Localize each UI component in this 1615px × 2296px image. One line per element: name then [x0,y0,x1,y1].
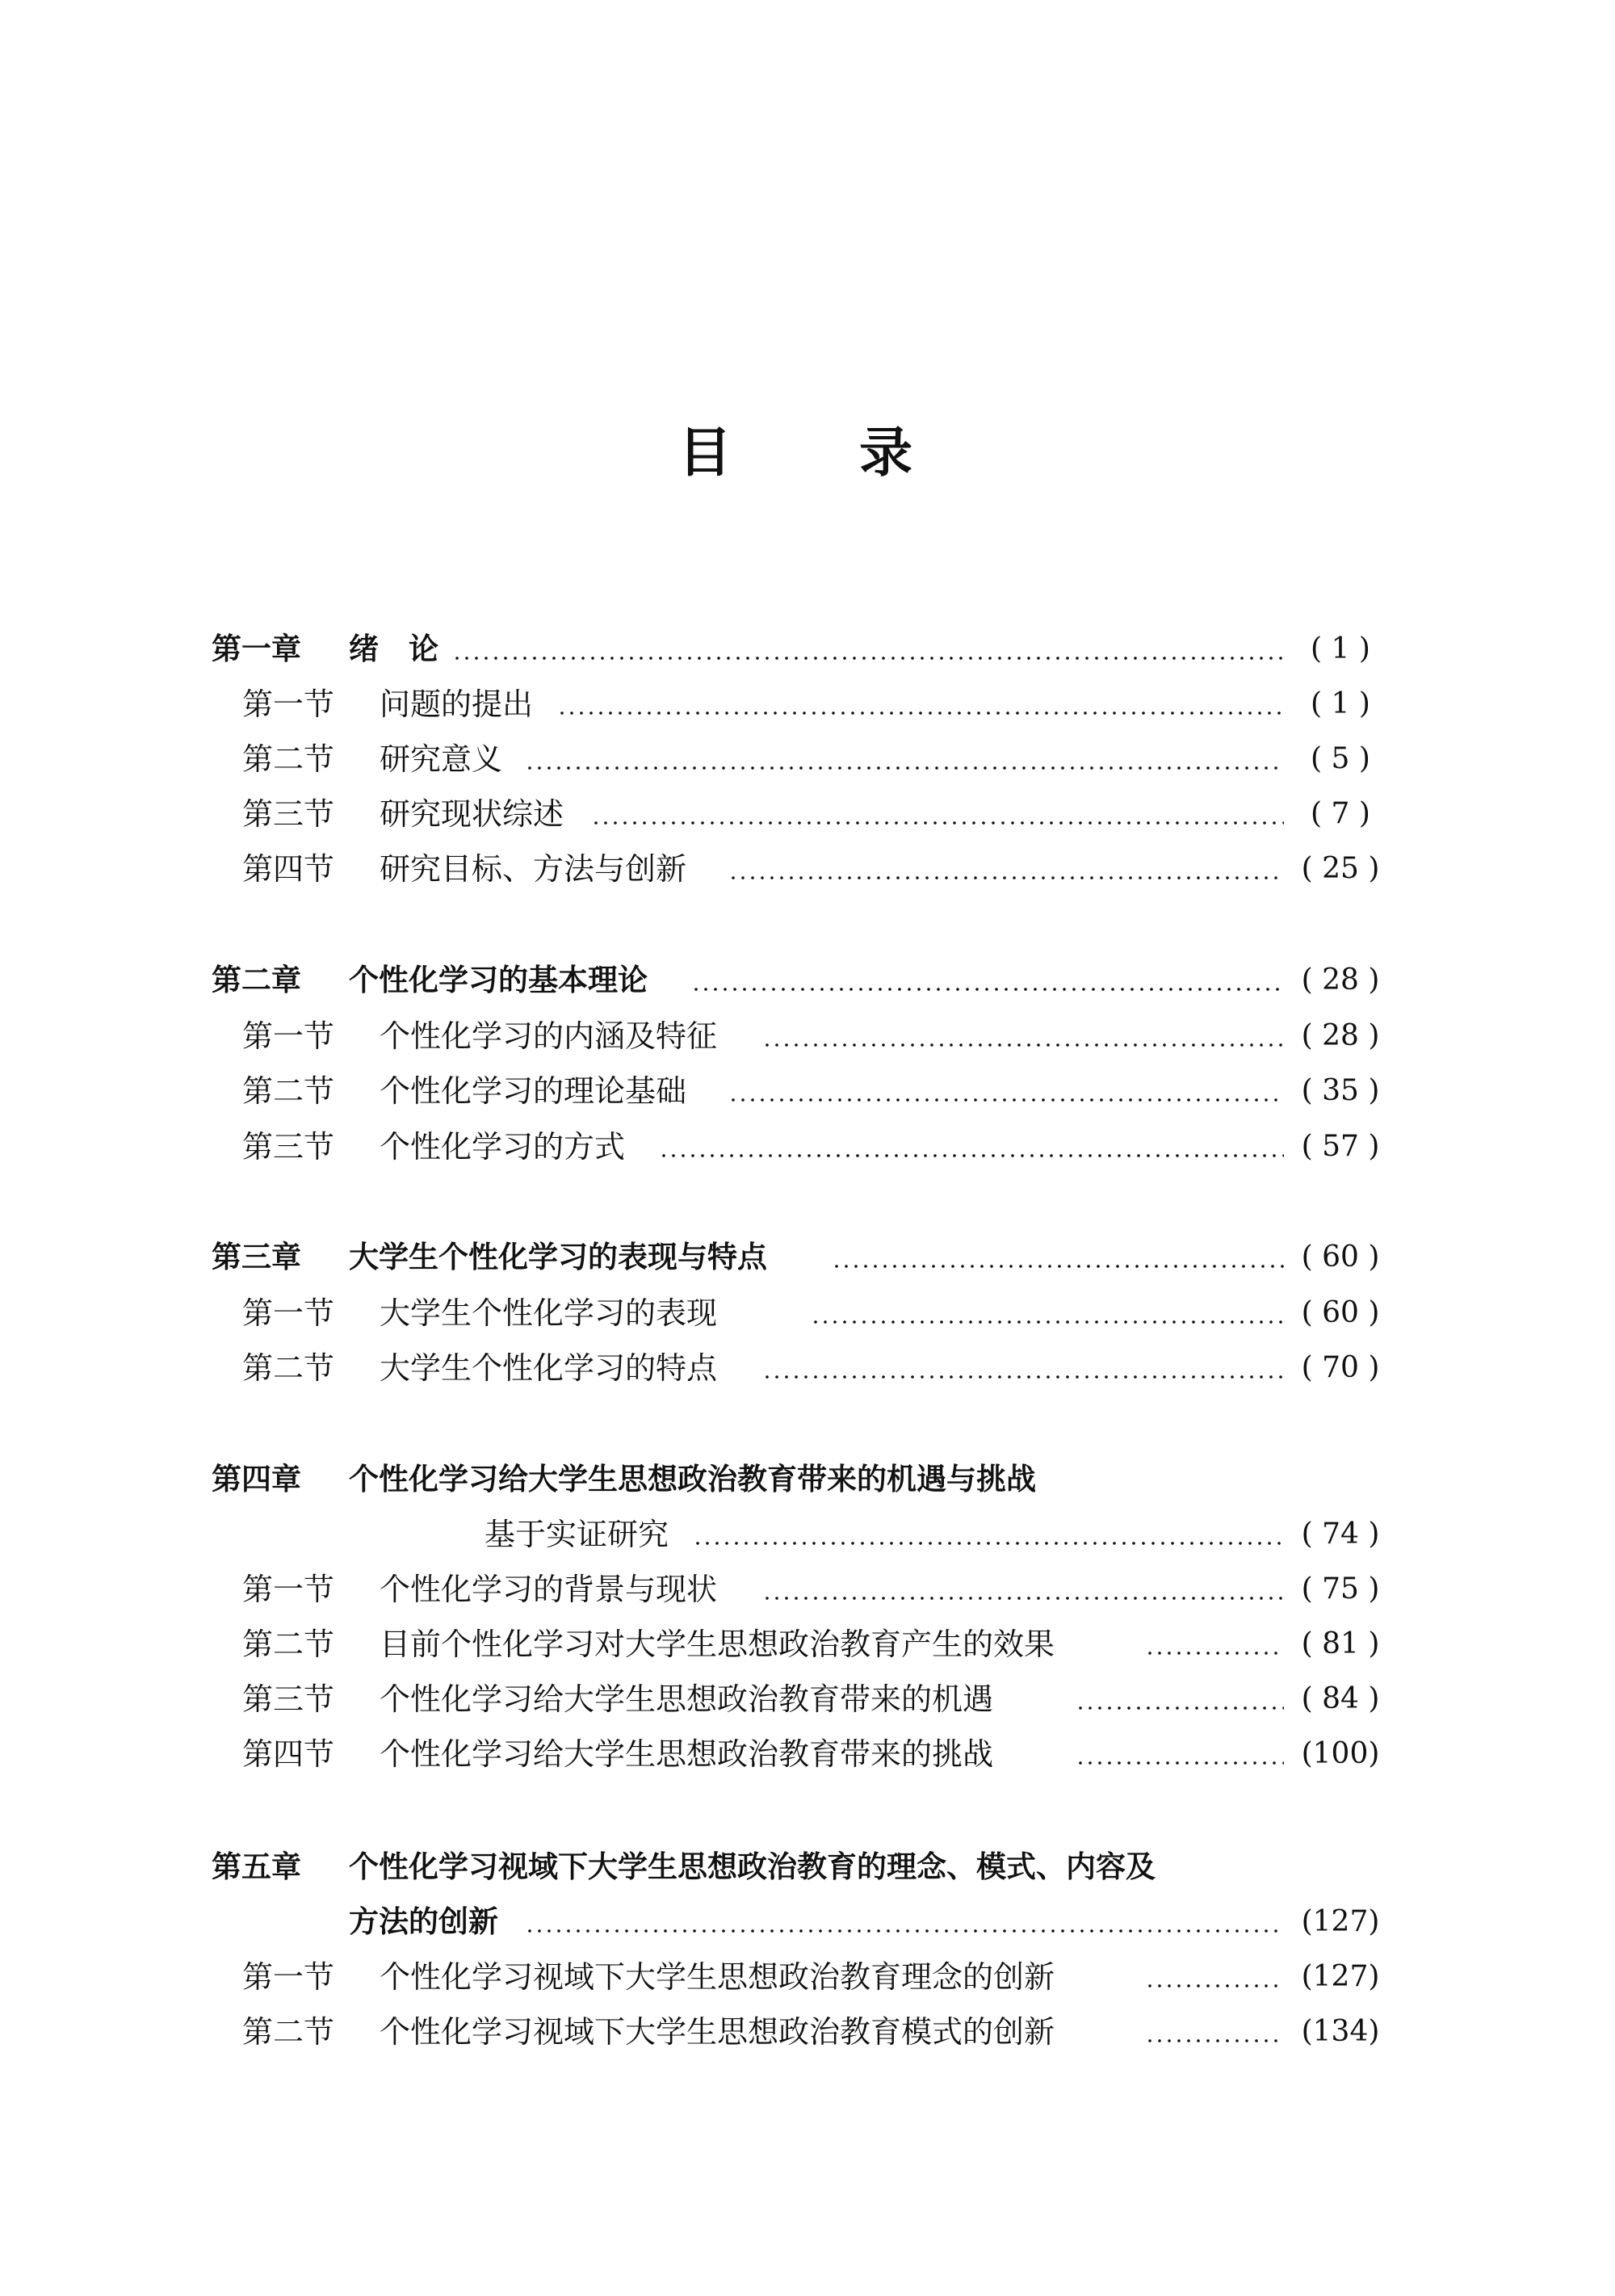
toc-chapter-3[interactable] [0,1233,1615,1282]
chapter-label: 第四章 [212,1462,301,1496]
section-label: 第二节 [242,2014,335,2050]
leader-dots [811,1320,1284,1324]
section-title: 个性化学习的背景与现状 [380,1572,718,1607]
section-title: 研究现状综述 [380,796,564,832]
section-label: 第一节 [242,1959,335,1995]
leader-dots [728,876,1284,879]
toc-section[interactable] [0,1012,1615,1060]
title-char-2: 录 [859,422,912,484]
leader-dots [691,988,1284,991]
toc-section[interactable] [0,2008,1615,2056]
page-number: ( 57 ) [1301,1130,1380,1163]
chapter-title: 绪 论 [349,632,438,666]
section-title: 大学生个性化学习的表现 [380,1295,718,1331]
section-title: 个性化学习给大学生思想政治教育带来的机遇 [380,1681,994,1717]
page-number: ( 5 ) [1311,742,1370,775]
leader-dots [693,1542,1284,1545]
chapter-label: 第三章 [212,1240,301,1274]
page-number: (100) [1301,1737,1380,1770]
section-title: 问题的提出 [380,686,534,722]
page-number: ( 7 ) [1311,797,1370,830]
page-number: ( 75 ) [1301,1572,1380,1606]
chapter-title: 个性化学习的基本理论 [349,963,648,997]
page-number: ( 70 ) [1301,1351,1380,1384]
page-number: ( 28 ) [1301,963,1380,997]
page-number: ( 28 ) [1301,1019,1380,1052]
chapter-title-continued: 方法的创新 [349,1904,498,1939]
section-label: 第一节 [242,1295,335,1331]
page-number: ( 81 ) [1301,1627,1380,1660]
toc-section[interactable] [0,1289,1615,1337]
chapter-subtitle: 基于实证研究 [484,1517,669,1552]
chapter-title: 个性化学习给大学生思想政治教育带来的机遇与挑战 [349,1462,1036,1496]
page-number: ( 1 ) [1311,687,1370,720]
leader-dots [1145,1652,1284,1655]
page-number: (134) [1301,2015,1380,2048]
section-label: 第四节 [242,851,335,887]
section-title: 个性化学习视域下大学生思想政治教育模式的创新 [380,2014,1055,2050]
toc-section[interactable] [0,1123,1615,1171]
toc-section[interactable] [0,1953,1615,2001]
leader-dots [525,766,1284,770]
toc-section[interactable] [0,1344,1615,1392]
page-number: ( 60 ) [1301,1296,1380,1329]
leader-dots [728,1098,1284,1102]
section-title: 大学生个性化学习的特点 [380,1350,718,1386]
section-label: 第二节 [242,1073,335,1109]
section-label: 第一节 [242,1572,335,1607]
toc-chapter-5[interactable] [0,1843,1615,1891]
section-label: 第一节 [242,686,335,722]
leader-dots [452,657,1284,660]
toc-chapter-2[interactable] [0,956,1615,1005]
page-number: (127) [1301,1960,1380,1993]
page-title [0,417,1615,489]
section-title: 个性化学习给大学生思想政治教育带来的挑战 [380,1736,994,1772]
section-label: 第二节 [242,1627,335,1662]
section-title: 个性化学习的内涵及特征 [380,1018,718,1054]
section-title: 个性化学习视域下大学生思想政治教育理念的创新 [380,1959,1055,1995]
leader-dots [1076,1761,1284,1765]
leader-dots [1145,2039,1284,2042]
section-label: 第三节 [242,1129,335,1165]
toc-section[interactable] [0,1675,1615,1723]
page-number: ( 74 ) [1301,1517,1380,1551]
section-title: 个性化学习的方式 [380,1129,626,1165]
section-title: 个性化学习的理论基础 [380,1073,687,1109]
chapter-title: 个性化学习视域下大学生思想政治教育的理念、模式、内容及 [349,1849,1156,1884]
leader-dots [557,711,1284,715]
section-title: 目前个性化学习对大学生思想政治教育产生的效果 [380,1627,1055,1662]
leader-dots [1145,1984,1284,1987]
page-number: (127) [1301,1905,1380,1938]
title-char-1: 目 [678,422,732,484]
toc-section[interactable] [0,1620,1615,1668]
leader-dots [659,1154,1284,1157]
toc-section[interactable] [0,1565,1615,1614]
page-number: ( 84 ) [1301,1682,1380,1715]
section-label: 第三节 [242,796,335,832]
toc-chapter-4-subtitle[interactable] [0,1510,1615,1559]
section-label: 第一节 [242,1018,335,1054]
toc-chapter-1[interactable] [0,625,1615,674]
leader-dots [762,1597,1284,1600]
leader-dots [762,1043,1284,1047]
toc-section[interactable] [0,845,1615,893]
toc-section[interactable] [0,790,1615,838]
toc-section[interactable] [0,680,1615,728]
leader-dots [591,821,1284,825]
section-title: 研究目标、方法与创新 [380,851,687,887]
page-number: ( 60 ) [1301,1240,1380,1274]
leader-dots [525,1929,1284,1933]
page-number: ( 25 ) [1301,852,1380,885]
chapter-label: 第五章 [212,1849,301,1884]
section-label: 第四节 [242,1736,335,1772]
chapter-label: 第一章 [212,632,301,666]
page-number: ( 1 ) [1311,632,1370,665]
section-label: 第二节 [242,741,335,777]
leader-dots [762,1375,1284,1379]
chapter-title: 大学生个性化学习的表现与特点 [349,1240,767,1274]
toc-section[interactable] [0,735,1615,783]
page-number: ( 35 ) [1301,1074,1380,1107]
toc-chapter-5-continued[interactable] [0,1898,1615,1946]
toc-section[interactable] [0,1067,1615,1115]
section-label: 第二节 [242,1350,335,1386]
section-title: 研究意义 [380,741,503,777]
toc-chapter-4[interactable] [0,1455,1615,1504]
toc-section[interactable] [0,1730,1615,1778]
leader-dots [832,1265,1284,1268]
leader-dots [1076,1706,1284,1710]
section-label: 第三节 [242,1681,335,1717]
chapter-label: 第二章 [212,963,301,997]
